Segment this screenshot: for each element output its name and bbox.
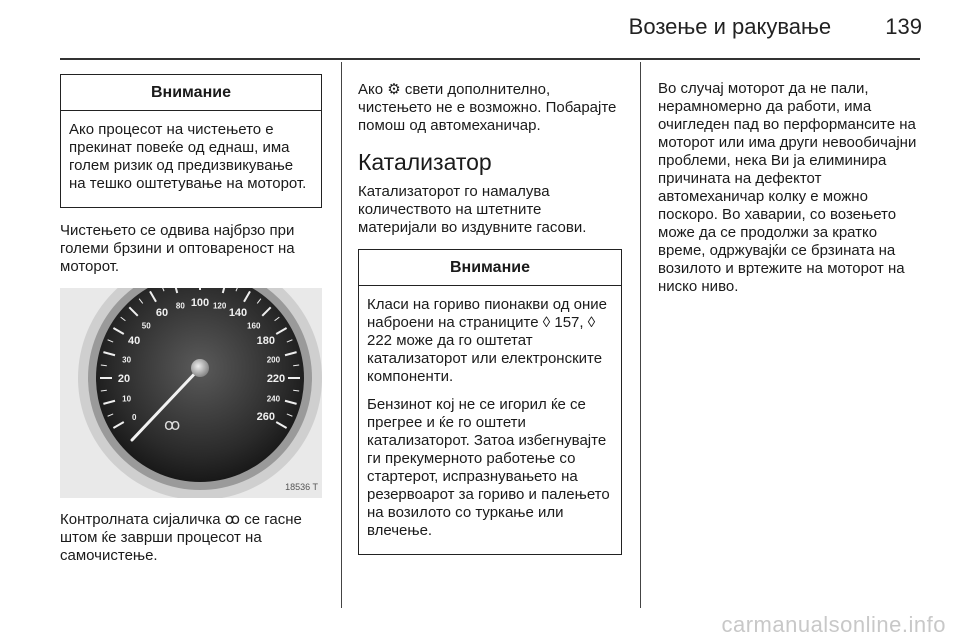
warning-text: Класи на гориво пионакви од оние наброени на страниците ◊ 157, ◊ 222 може да го оштетат катализаторот или електронските компоненти. [367, 296, 608, 385]
column-2 [358, 80, 622, 569]
engine-warning-icon: ⚙ [387, 80, 401, 98]
paragraph: Во случај моторот да не пали, нерамномерно да работи, има очигледен пад во перформансите на моторот или има други невообичајни проблеми, нека Ви ја елиминира причината на дефектот автомеханичар колку е можно поскоро. Во хаварии, со возењето може да се продолжи за кратко време, одржувајќи се брзината на возилото и вртежите на моторот на ниско ниво. [658, 80, 917, 295]
header-title: Возење и ракување [628, 14, 832, 39]
gauge-label: 180 [256, 335, 275, 347]
paragraph: Катализаторот го намалува количеството на штетните материјали во издувните гасови. [358, 183, 587, 236]
speedometer-illustration [60, 288, 322, 498]
gauge-label: 60 [155, 307, 169, 320]
warning-box [60, 74, 322, 208]
gauge-label: 50 [141, 321, 151, 331]
gauge-label: 240 [266, 394, 281, 404]
gauge-label: 140 [228, 307, 248, 320]
gauge-label: 100 [190, 297, 210, 309]
header-rule [60, 58, 920, 60]
gauge-label: 220 [266, 373, 286, 385]
gauge-label: 20 [117, 373, 131, 385]
gauge-label: 10 [122, 394, 132, 404]
warning-text: Бензинот кој не се игорил ќе се прегрее и ќе го оштети катализаторот. Затоа избегнувајте ги прекумерното работење со стартерот, испразнувањето на резервоарот за гориво и палењето на возилото со туркање или влечење. [367, 396, 610, 539]
figure-code: 18536 T [285, 482, 318, 492]
column-divider [341, 62, 342, 608]
column-1 [60, 74, 322, 577]
warning-text: Ако процесот на чистењето е прекинат повеќе од еднаш, има голем ризик од предизвикување на тешко оштетување на моторот. [69, 121, 307, 192]
column-3 [658, 80, 924, 308]
section-heading: Катализатор [358, 149, 492, 175]
watermark: carmanualsonline.info [721, 612, 946, 637]
gauge-label: 40 [128, 335, 141, 347]
glow-plug-lamp-icon: ꝏ [164, 415, 181, 434]
gauge-label: 30 [122, 355, 132, 365]
gauge-label: 200 [266, 355, 281, 365]
column-divider [640, 62, 641, 608]
glow-plug-lamp-icon: ꝏ [224, 510, 241, 528]
gauge-label: 120 [212, 301, 227, 311]
gauge-hub [191, 359, 209, 377]
gauge-label: 80 [175, 301, 185, 311]
warning-title: Внимание [359, 250, 621, 286]
page-header [629, 14, 922, 40]
warning-box [358, 249, 622, 555]
page-number: 139 [885, 14, 922, 39]
paragraph: Контролната сијаличка ꝏ се гасне штом ќе заврши процесот на самочистење. [60, 510, 302, 564]
gauge-label: 260 [256, 411, 275, 423]
gauge-label: 0 [131, 413, 137, 422]
paragraph: Ако ⚙ свети дополнително, чистењето не е возможно. Побарајте помош од автомеханичар. [358, 80, 617, 134]
paragraph: Чистењето се одвива најбрзо при големи брзини и оптовареност на моторот. [60, 222, 295, 275]
speedometer-figure [60, 288, 322, 498]
gauge-label: 160 [247, 321, 261, 331]
warning-title: Внимание [61, 75, 321, 111]
